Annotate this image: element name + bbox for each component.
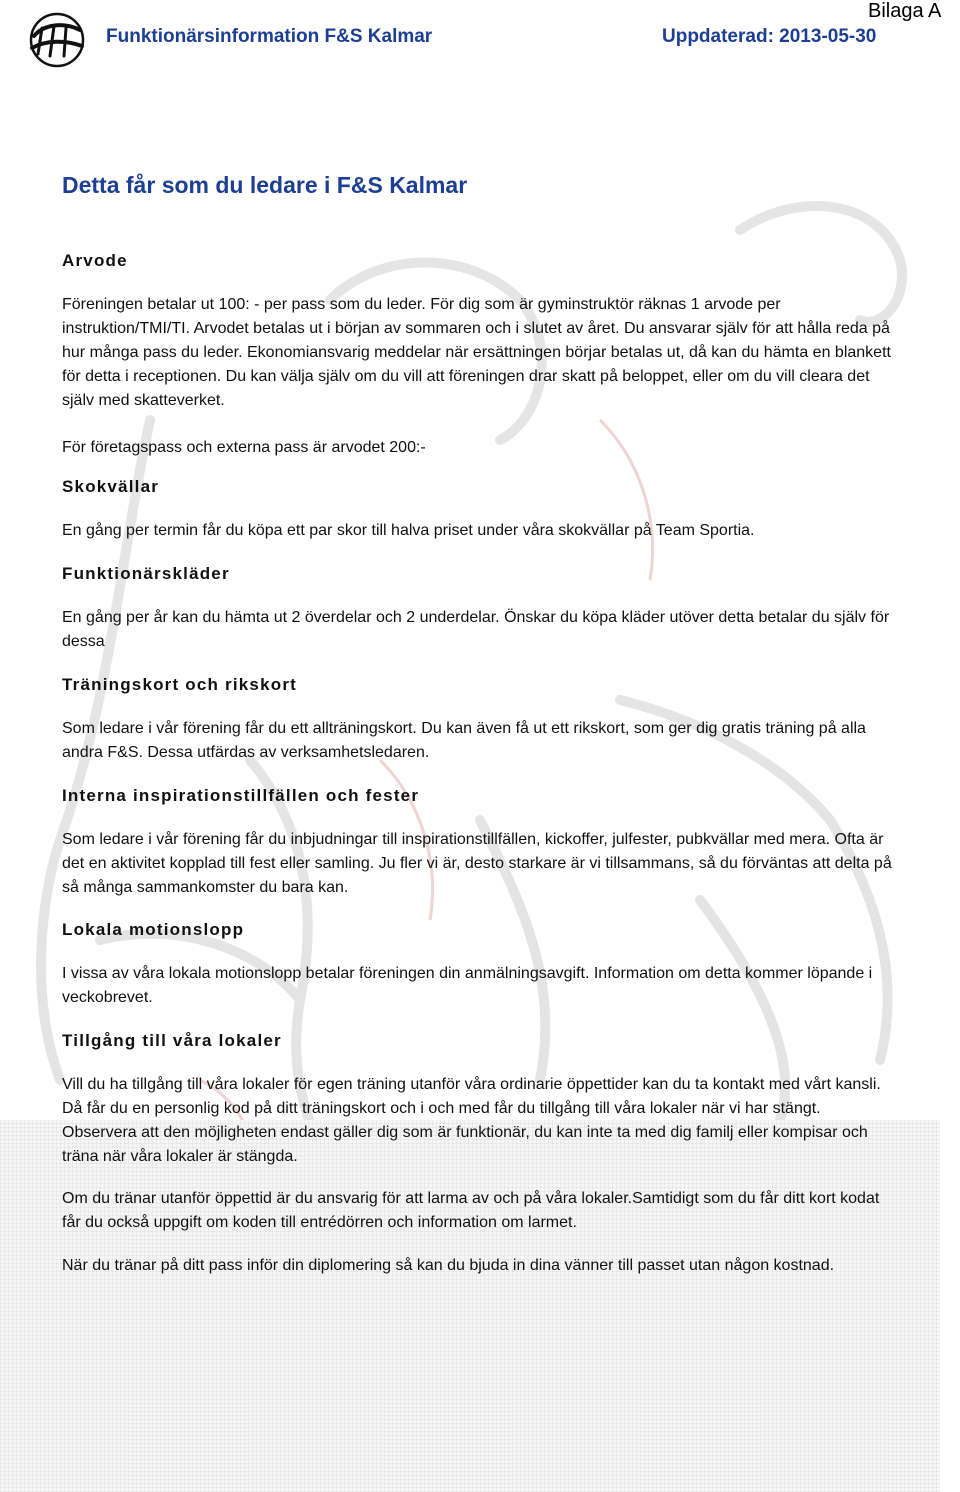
section-title-traningskort: Träningskort och rikskort — [62, 675, 297, 694]
section-title-skokvallar: Skokvällar — [62, 477, 160, 496]
friskis-svettis-logo-icon — [20, 10, 94, 70]
section-title-motionslopp: Lokala motionslopp — [62, 920, 245, 939]
paragraph-funktionarsklader: En gång per år kan du hämta ut 2 överdelar och 2 underdelar. Önskar du köpa kläder utöver detta betalar du själv för dessa — [62, 609, 890, 650]
section-title-inspirationstillfallen: Interna inspirationstillfällen och fester — [62, 786, 420, 805]
updated-date: Uppdaterad: 2013-05-30 — [662, 26, 877, 47]
header-title: Funktionärsinformation F&S Kalmar — [106, 26, 433, 47]
section-title-funktionarsklader: Funktionärskläder — [62, 564, 230, 583]
appendix-label: Bilaga A — [868, 0, 942, 22]
page-title: Detta får som du ledare i F&S Kalmar — [62, 172, 468, 198]
section-title-arvode: Arvode — [62, 251, 128, 270]
paragraph-lokaler: Vill du ha tillgång till våra lokaler för egen träning utanför våra ordinarie öppettider kan du ta kontakt med vårt kansli. Då får du en personlig kod på ditt träningskort och i och med får du tillgång till våra lokaler när vi har stängt. Observera att den möjligheten endast gäller dig som är funktionär, du kan inte ta med dig familj eller kompisar och träna när våra lokaler är stängda. — [62, 1076, 881, 1165]
paragraph-skokvallar: En gång per termin får du köpa ett par skor till halva priset under våra skokvällar på Team Sportia. — [62, 522, 755, 539]
paragraph-inspirationstillfallen: Som ledare i vår förening får du inbjudningar till inspirationstillfällen, kickoffer, julfester, pubkvällar med mera. Ofta är det en aktivitet kopplad till fest eller samling. Ju fler vi är, desto starkare är vi tillsammans, så du förväntas att delta på så många sammankomster du bara kan. — [62, 831, 892, 896]
paragraph-traningskort: Som ledare i vår förening får du ett allträningskort. Du kan även få ut ett rikskort, som ger dig gratis träning på alla andra F&S. Dessa utfärdas av verksamhetsledaren. — [62, 720, 866, 761]
paragraph-diplomering: När du tränar på ditt pass inför din diplomering så kan du bjuda in dina vänner till passet utan någon kostnad. — [62, 1257, 835, 1274]
paragraph-motionslopp: I vissa av våra lokala motionslopp betalar föreningen din anmälningsavgift. Information om detta kommer löpande i veckobrevet. — [62, 965, 873, 1006]
paragraph-arvode: Föreningen betalar ut 100: - per pass som du leder. För dig som är gyminstruktör räknas 1 arvode per instruktion/TMI/TI. Arvodet betalas ut i början av sommaren och i slutet av året. Du ansvarar själv för att hålla reda på hur många pass du leder. Ekonomiansvarig meddelar när ersättningen börjar betalas ut, då kan du hämta en blankett för detta i receptionen. Du kan välja själv om du vill att föreningen drar skatt på beloppet, eller om du vill cleara det själv med skatteverket. — [62, 296, 891, 409]
paragraph-arvode-extern: För företagspass och externa pass är arvodet 200:- — [62, 439, 426, 456]
section-title-lokaler: Tillgång till våra lokaler — [62, 1031, 282, 1050]
paragraph-larm: Om du tränar utanför öppettid är du ansvarig för att larma av och på våra lokaler.Samtidigt som du får ditt kort kodat får du också uppgift om koden till entrédörren och information om larmet. — [62, 1190, 880, 1231]
